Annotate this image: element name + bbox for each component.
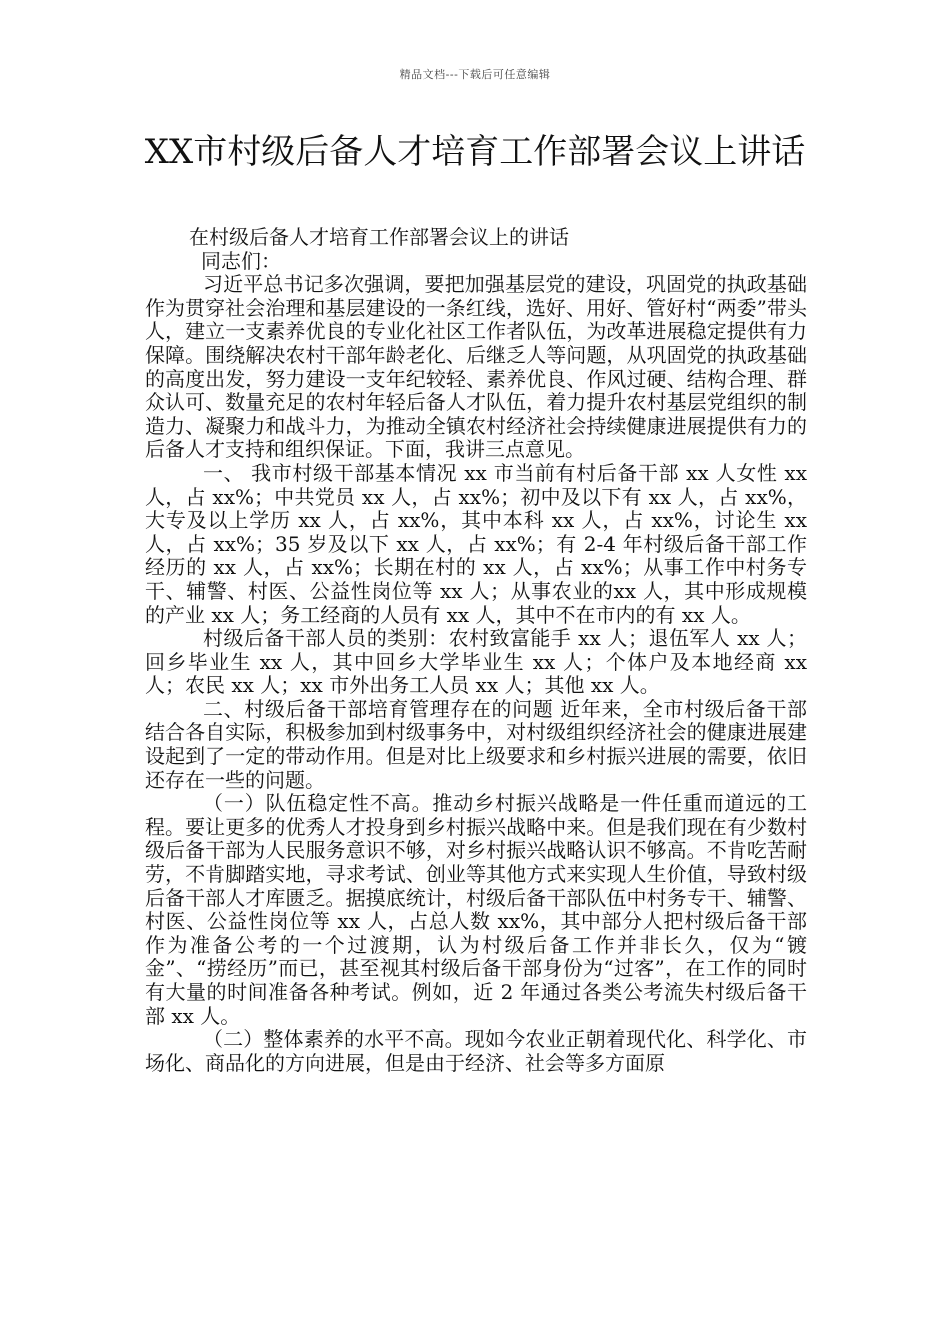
paragraph-categories: 村级后备干部人员的类别：农村致富能手 xx 人；退伍军人 xx 人；回乡毕业生 xx 人，其中回乡大学毕业生 xx 人；个体户及本地经商 xx 人；农民 xx 人；xx 市外出务工人员 xx 人；其他 xx 人。 xyxy=(145,626,807,698)
paragraph-point-two: （二）整体素养的水平不高。现如今农业正朝着现代化、科学化、市场化、商品化的方向进展，但是由于经济、社会等多方面原 xyxy=(145,1027,807,1075)
document-subtitle: 在村级后备人才培育工作部署会议上的讲话 xyxy=(189,225,569,249)
paragraph-point-one: （一）队伍稳定性不高。推动乡村振兴战略是一件任重而道远的工程。要让更多的优秀人才投身到乡村振兴战略中来。但是我们现在有少数村级后备干部为人民服务意识不够，对乡村振兴战略认识不够高。不肯吃苦耐劳，不肯脚踏实地，寻求考试、创业等其他方式来实现人生价值，导致村级后备干部人才库匮乏。据摸底统计，村级后备干部队伍中村务专干、辅警、村医、公益性岗位等 xx 人，占总人数 xx%，其中部分人把村级后备干部作为准备公考的一个过渡期，认为村级后备工作并非长久，仅为“镀金”、“捞经历”而已，甚至视其村级后备干部身份为“过客”，在工作的同时有大量的时间准备各种考试。例如，近 2 年通过各类公考流失村级后备干部 xx 人。 xyxy=(145,791,807,1028)
document-title: XX市村级后备人才培育工作部署会议上讲话 xyxy=(144,132,806,172)
paragraph-section-two: 二、村级后备干部培育管理存在的问题 近年来，全市村级后备干部结合各自实际，积极参加到村级事务中，对村级组织经济社会的健康进展建设起到了一定的带动作用。但是对比上级要求和乡村振兴进展的需要，依旧还存在一些的问题。 xyxy=(145,696,807,792)
greeting: 同志们： xyxy=(201,248,281,273)
header-note: 精品文档---下载后可任意编辑 xyxy=(399,68,551,81)
document-body xyxy=(145,226,807,1075)
paragraph-section-one: 一、 我市村级干部基本情况 xx 市当前有村后备干部 xx 人女性 xx 人，占 xx%；中共党员 xx 人，占 xx%；初中及以下有 xx 人，占 xx%，大专及以上学历 xx 人，占 xx%，其中本科 xx 人，占 xx%，讨论生 xx 人，占 xx%；35 岁及以下 xx 人，占 xx%；有 2-4 年村级后备干部工作经历的 xx 人，占 xx%；长期在村的 xx 人，占 xx%；从事工作中村务专干、辅警、村医、公益性岗位等 xx 人；从事农业的xx 人，其中形成规模的产业 xx 人；务工经商的人员有 xx 人，其中不在市内的有 xx 人。 xyxy=(145,460,807,627)
paragraph-intro: 习近平总书记多次强调，要把加强基层党的建设，巩固党的执政基础作为贯穿社会治理和基层建设的一条红线，选好、用好、管好村“两委”带头人，建立一支素养优良的专业化社区工作者队伍，为改革进展稳定提供有力保障。围绕解决农村干部年龄老化、后继乏人等问题，从巩固党的执政基础的高度出发，努力建设一支年纪较轻、素养优良、作风过硬、结构合理、群众认可、数量充足的农村年轻后备人才队伍，着力提升农村基层党组织的制造力、凝聚力和战斗力，为推动全镇农村经济社会持续健康进展提供有力的后备人才支持和组织保证。下面，我讲三点意见。 xyxy=(145,272,807,462)
